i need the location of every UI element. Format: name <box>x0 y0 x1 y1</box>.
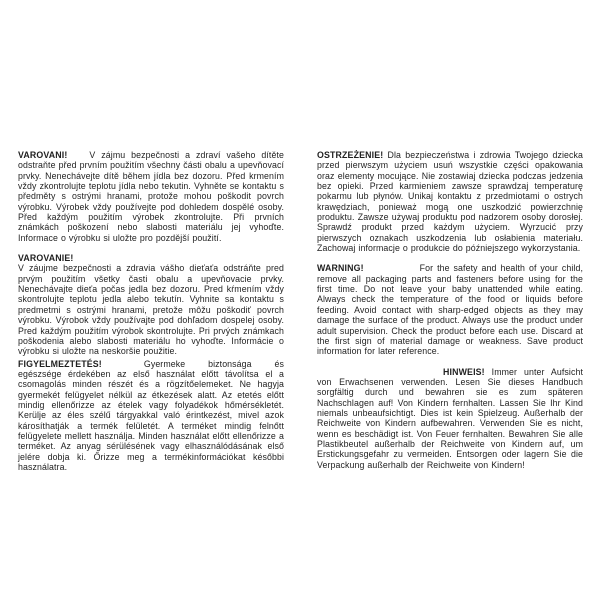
warning-heading-polish: OSTRZEŻENIE! <box>317 150 384 160</box>
warning-body-slovak: V záujme bezpečnosti a zdravia vášho dieťaťa odstráňte pred prvým použitím všetky časti obalu a upevňovacie prvky. Nenechávajte dieťa počas jedla bez dozoru. Pred kŕmením vždy skontrolujte teplotu jedla alebo tekutín. Vyhnite sa kontaktu s predmetmi s ostrými hranami, pretože môžu poškodiť povrch výrobku. Výrobok vždy používajte pod dohľadom dospelej osoby. Pred každým použitím výrobok skontrolujte. Pri prvých známkach poškodenia alebo slabosti materiálu ho vyhoďte. Informácie o výrobku si uložte na neskoršie použitie. <box>18 263 284 357</box>
left-column <box>18 150 284 482</box>
warning-body-hungarian: Gyermeke biztonsága és egészsége érdekében az első használat előtt távolítsa el a csomagolás minden részét és a rögzítőelemeket. Ne hagyja gyermekét felügyelet nélkül az étkezések alatt. Az etetés előtt mindig ellenőrizze az ételek vagy folyadékok hőmérsékletét. Kerülje az éles szélű tárgyakkal való érintkezést, mivel azok károsíthatják a termék felületét. A terméket mindig felnőtt felügyelete mellett használja. Minden használat előtt ellenőrizze a terméket. Az anyag sérülésének vagy elhasználódásának első jelére dobja ki. Őrizze meg a termékinformációkat későbbi használatra. <box>18 358 284 472</box>
warning-section-czech <box>18 150 284 243</box>
warning-heading-czech: VAROVANI! <box>18 150 68 160</box>
two-column-layout <box>18 150 584 482</box>
warning-body-czech: V zájmu bezpečnosti a zdraví vašeho dítěte odstraňte před prvním použitím všechny části obalu a upevňovací prvky. Nenechávejte dítě během jídla bez dozoru. Před krmením vždy zkontrolujte teplotu jídla nebo tekutin. Vyhněte se kontaktu s předměty s ostrými hranami, protože mohou poškodit povrch výrobku. Výrobek vždy používejte pod dohledem dospělé osoby. Před každým použitím výrobek zkontrolujte. Při prvních známkách poškození nebo slabosti materiálu jej vyhoďte. Informace o výrobku si uložte pro pozdější použití. <box>18 150 284 243</box>
warning-section-hungarian <box>18 359 284 473</box>
heading-gap <box>364 270 420 271</box>
warning-section-polish <box>317 150 583 253</box>
warning-heading-slovak: VAROVANIE! <box>18 253 74 264</box>
heading-indent <box>317 374 443 375</box>
warning-heading-hungarian: FIGYELMEZTETÉS! <box>18 358 102 369</box>
warning-heading-german: HINWEIS! <box>443 366 485 377</box>
heading-gap <box>102 366 144 367</box>
warning-heading-english: WARNING! <box>317 263 364 274</box>
warning-section-english <box>317 263 583 356</box>
heading-gap <box>67 157 89 158</box>
warning-body-english: For the safety and health of your child, remove all packaging parts and fasteners before using for the first time. Do not leave your baby unattended while eating. Always check the temperature of the food or liquids before feeding. Avoid contact with sharp-edged objects as they may damage the surface of the product. Always use the product under adult supervision. Check the product before each use. Discard at the first sign of material damage or weakness. Save product information for later reference. <box>317 263 583 357</box>
warning-body-german: Immer unter Aufsicht von Erwachsenen verwenden. Lesen Sie dieses Handbuch sorgfältig durch und bewahren sie es zum späteren Nachschlagen auf! Von Kindern fernhalten. Lassen Sie Ihr Kind niemals unbeaufsichtigt. Dies ist kein Spielzeug. Außerhalb der Reichweite von Kindern aufbewahren. Verwenden Sie es nicht, wenn es beschädigt ist. Von Feuer fernhalten. Bewahren Sie alle Plastikbeutel außerhalb der Reichweite von Kindern auf, um Erstickungsgefahr zu vermeiden. Entsorgen oder lagern Sie die Verpackung außerhalb der Reichweite von Kindern! <box>317 366 583 470</box>
warning-section-german <box>317 367 583 470</box>
right-column <box>317 150 583 482</box>
warning-section-slovak <box>18 253 284 356</box>
warning-body-polish: Dla bezpieczeństwa i zdrowia Twojego dziecka przed pierwszym użyciem usuń wszystkie części opakowania oraz elementy mocujące. Nie zostawiaj dziecka podczas jedzenia bez opieki. Przed karmieniem zawsze sprawdzaj temperaturę pokarmu lub płynów. Unikaj kontaktu z przedmiotami o ostrych krawędziach, ponieważ mogą one uszkodzić powierzchnię produktu. Zawsze używaj produktu pod nadzorem osoby dorosłej. Sprawdź produkt przed każdym użyciem. Wyrzucić przy pierwszych oznakach uszkodzenia lub osłabienia materiału. Zachowaj informacje o produkcie do późniejszego wykorzystania. <box>317 150 583 254</box>
